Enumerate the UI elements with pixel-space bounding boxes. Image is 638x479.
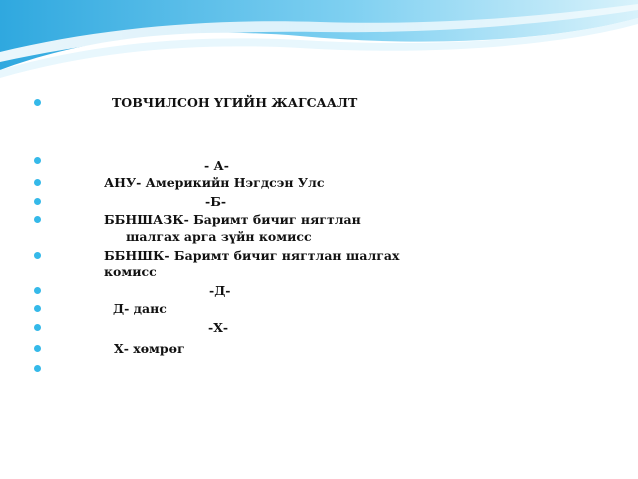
bullet-icon [34,305,41,312]
section-letter: -Д- [209,283,231,298]
abbreviation-entry-continued: комисс [104,264,157,279]
bullet-icon [34,365,41,372]
bullet-icon [34,345,41,352]
abbreviation-entry: Х- хөмрөг [114,341,185,356]
abbreviation-entry: Д- данс [113,301,167,316]
abbreviation-entry: ББНШК- Баримт бичиг нягтлан шалгах [104,248,400,263]
bullet-icon [34,179,41,186]
section-letter: -Х- [208,320,229,335]
section-letter: -Б- [205,194,227,209]
bullet-icon [34,157,41,164]
bullet-icon [34,252,41,259]
bullet-icon [34,287,41,294]
slide-title: ТОВЧИЛСОН ҮГИЙН ЖАГСААЛТ [112,95,358,110]
bullet-icon [34,99,41,106]
bullet-icon [34,324,41,331]
abbreviation-entry: АНУ- Америкийн Нэгдсэн Улс [104,175,325,190]
section-letter: - А- [204,158,229,173]
abbreviation-entry: ББНШАЗК- Баримт бичиг нягтлан [104,212,361,227]
bullet-icon [34,198,41,205]
bullet-icon [34,216,41,223]
abbreviation-entry-continued: шалгах арга зүйн комисс [126,229,312,244]
